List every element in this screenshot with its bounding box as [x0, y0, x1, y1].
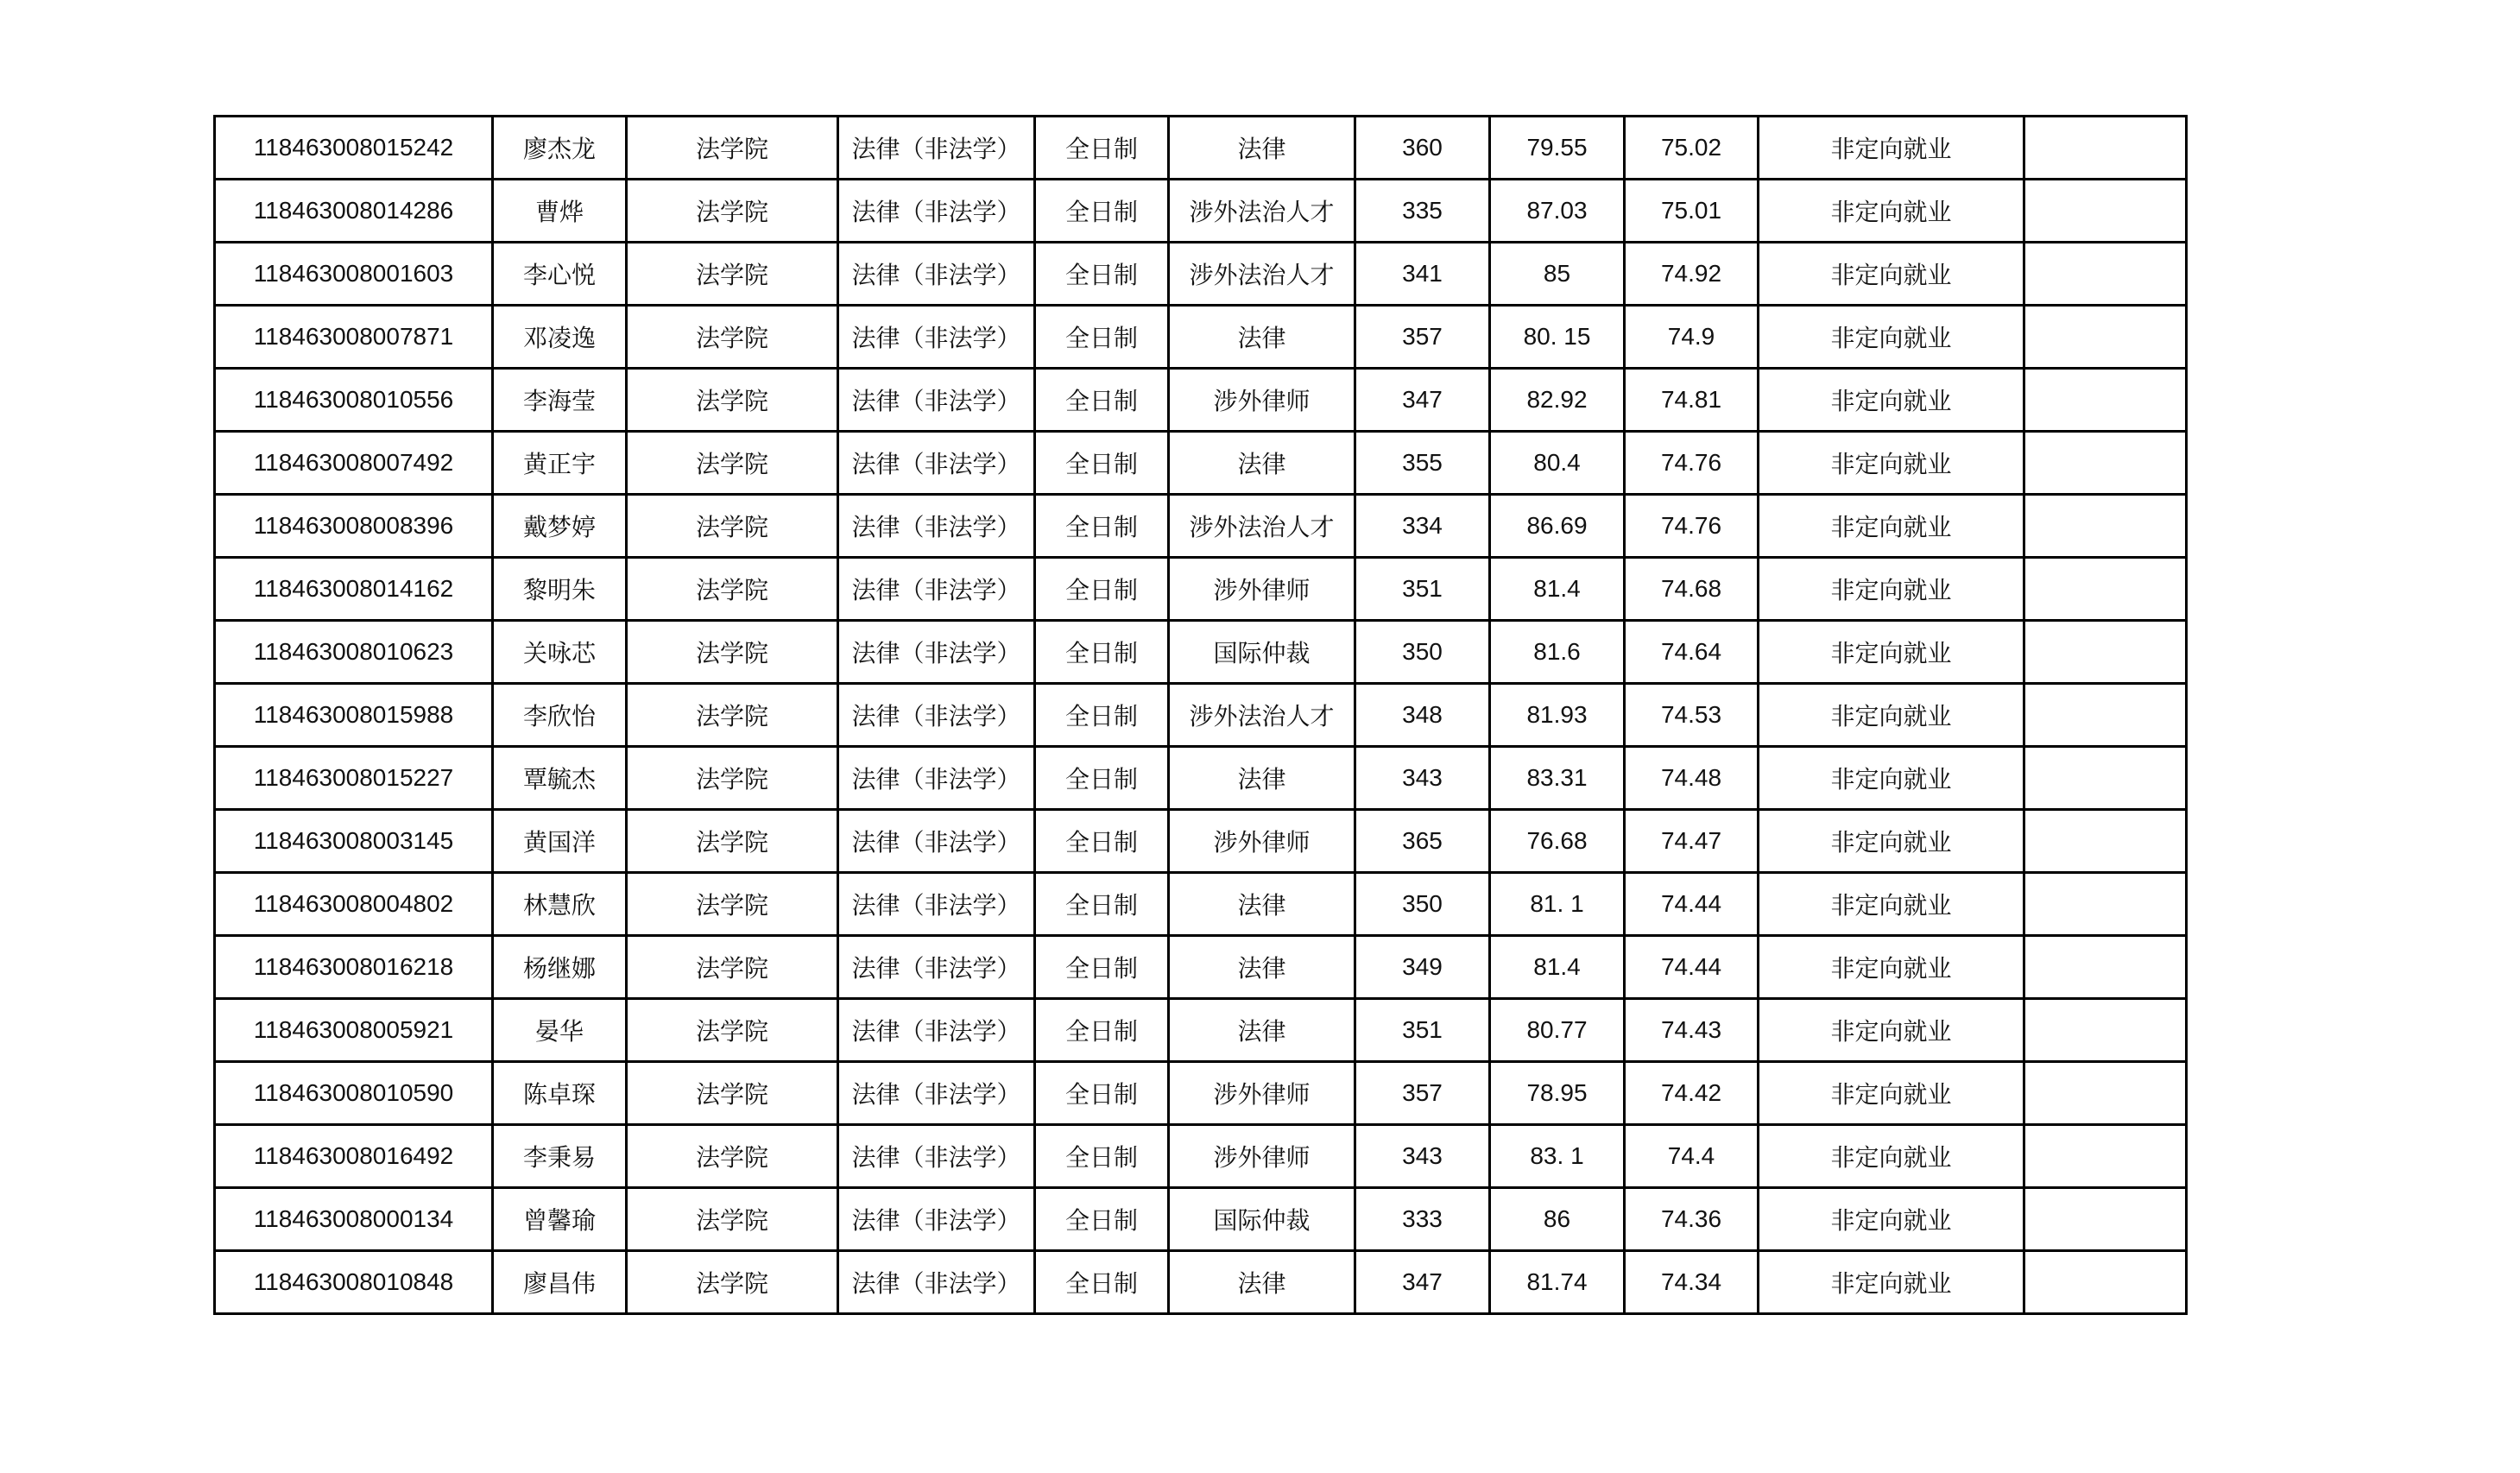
direction-cell: 法律	[1169, 117, 1355, 180]
initial-score-cell: 343	[1355, 1125, 1490, 1188]
retest-score-cell: 87.03	[1490, 180, 1625, 243]
initial-score-cell: 350	[1355, 873, 1490, 936]
plan-type-cell: 非定向就业	[1759, 621, 2024, 684]
initial-score-cell: 334	[1355, 495, 1490, 558]
study-mode-cell: 全日制	[1035, 747, 1169, 810]
study-mode-cell: 全日制	[1035, 243, 1169, 306]
direction-cell: 涉外律师	[1169, 1062, 1355, 1125]
retest-score-cell: 85	[1490, 243, 1625, 306]
direction-cell: 法律	[1169, 747, 1355, 810]
direction-cell: 涉外法治人才	[1169, 243, 1355, 306]
total-score-cell: 74.4	[1625, 1125, 1759, 1188]
name-cell: 陈卓琛	[493, 1062, 627, 1125]
name-cell: 李心悦	[493, 243, 627, 306]
table-row	[215, 747, 2187, 810]
major-cell: 法律（非法学）	[838, 558, 1035, 621]
remark-cell	[2024, 873, 2187, 936]
study-mode-cell: 全日制	[1035, 621, 1169, 684]
retest-score-cell: 81.4	[1490, 558, 1625, 621]
remark-cell	[2024, 684, 2187, 747]
retest-score-cell: 86.69	[1490, 495, 1625, 558]
study-mode-cell: 全日制	[1035, 117, 1169, 180]
name-cell: 李海莹	[493, 369, 627, 432]
exam-id-cell: 118463008010848	[215, 1251, 493, 1314]
remark-cell	[2024, 1188, 2187, 1251]
major-cell: 法律（非法学）	[838, 810, 1035, 873]
study-mode-cell: 全日制	[1035, 1062, 1169, 1125]
retest-score-cell: 81.4	[1490, 936, 1625, 999]
exam-id-cell: 118463008003145	[215, 810, 493, 873]
study-mode-cell: 全日制	[1035, 1251, 1169, 1314]
exam-id-cell: 118463008010556	[215, 369, 493, 432]
retest-score-cell: 83. 1	[1490, 1125, 1625, 1188]
study-mode-cell: 全日制	[1035, 1125, 1169, 1188]
plan-type-cell: 非定向就业	[1759, 117, 2024, 180]
study-mode-cell: 全日制	[1035, 369, 1169, 432]
exam-id-cell: 118463008008396	[215, 495, 493, 558]
study-mode-cell: 全日制	[1035, 306, 1169, 369]
remark-cell	[2024, 621, 2187, 684]
study-mode-cell: 全日制	[1035, 180, 1169, 243]
school-cell: 法学院	[627, 558, 838, 621]
major-cell: 法律（非法学）	[838, 1062, 1035, 1125]
remark-cell	[2024, 117, 2187, 180]
name-cell: 曹烨	[493, 180, 627, 243]
direction-cell: 法律	[1169, 306, 1355, 369]
initial-score-cell: 335	[1355, 180, 1490, 243]
remark-cell	[2024, 810, 2187, 873]
table-row	[215, 432, 2187, 495]
exam-id-cell: 118463008016492	[215, 1125, 493, 1188]
name-cell: 覃毓杰	[493, 747, 627, 810]
initial-score-cell: 350	[1355, 621, 1490, 684]
retest-score-cell: 81.74	[1490, 1251, 1625, 1314]
school-cell: 法学院	[627, 243, 838, 306]
study-mode-cell: 全日制	[1035, 1188, 1169, 1251]
school-cell: 法学院	[627, 999, 838, 1062]
school-cell: 法学院	[627, 873, 838, 936]
retest-score-cell: 81. 1	[1490, 873, 1625, 936]
direction-cell: 涉外律师	[1169, 1125, 1355, 1188]
major-cell: 法律（非法学）	[838, 936, 1035, 999]
name-cell: 黎明朱	[493, 558, 627, 621]
total-score-cell: 75.01	[1625, 180, 1759, 243]
school-cell: 法学院	[627, 1188, 838, 1251]
direction-cell: 涉外律师	[1169, 558, 1355, 621]
remark-cell	[2024, 369, 2187, 432]
school-cell: 法学院	[627, 1251, 838, 1314]
retest-score-cell: 81.6	[1490, 621, 1625, 684]
table-row	[215, 1062, 2187, 1125]
table-row	[215, 873, 2187, 936]
table-row	[215, 369, 2187, 432]
school-cell: 法学院	[627, 306, 838, 369]
total-score-cell: 74.44	[1625, 936, 1759, 999]
name-cell: 晏华	[493, 999, 627, 1062]
plan-type-cell: 非定向就业	[1759, 999, 2024, 1062]
exam-id-cell: 118463008014286	[215, 180, 493, 243]
direction-cell: 国际仲裁	[1169, 621, 1355, 684]
plan-type-cell: 非定向就业	[1759, 243, 2024, 306]
direction-cell: 涉外法治人才	[1169, 180, 1355, 243]
school-cell: 法学院	[627, 810, 838, 873]
retest-score-cell: 76.68	[1490, 810, 1625, 873]
study-mode-cell: 全日制	[1035, 495, 1169, 558]
exam-id-cell: 118463008015988	[215, 684, 493, 747]
total-score-cell: 74.81	[1625, 369, 1759, 432]
exam-id-cell: 118463008015227	[215, 747, 493, 810]
major-cell: 法律（非法学）	[838, 684, 1035, 747]
table-row	[215, 558, 2187, 621]
remark-cell	[2024, 306, 2187, 369]
remark-cell	[2024, 432, 2187, 495]
retest-score-cell: 83.31	[1490, 747, 1625, 810]
plan-type-cell: 非定向就业	[1759, 810, 2024, 873]
name-cell: 李秉易	[493, 1125, 627, 1188]
exam-id-cell: 118463008014162	[215, 558, 493, 621]
major-cell: 法律（非法学）	[838, 1251, 1035, 1314]
initial-score-cell: 365	[1355, 810, 1490, 873]
school-cell: 法学院	[627, 180, 838, 243]
table-row	[215, 936, 2187, 999]
major-cell: 法律（非法学）	[838, 495, 1035, 558]
table-row	[215, 495, 2187, 558]
study-mode-cell: 全日制	[1035, 810, 1169, 873]
table-row	[215, 117, 2187, 180]
direction-cell: 涉外律师	[1169, 810, 1355, 873]
total-score-cell: 74.43	[1625, 999, 1759, 1062]
total-score-cell: 74.34	[1625, 1251, 1759, 1314]
retest-score-cell: 80. 15	[1490, 306, 1625, 369]
school-cell: 法学院	[627, 1125, 838, 1188]
initial-score-cell: 357	[1355, 1062, 1490, 1125]
name-cell: 李欣怡	[493, 684, 627, 747]
plan-type-cell: 非定向就业	[1759, 1188, 2024, 1251]
study-mode-cell: 全日制	[1035, 558, 1169, 621]
exam-id-cell: 118463008000134	[215, 1188, 493, 1251]
study-mode-cell: 全日制	[1035, 432, 1169, 495]
total-score-cell: 74.53	[1625, 684, 1759, 747]
exam-id-cell: 118463008005921	[215, 999, 493, 1062]
initial-score-cell: 351	[1355, 558, 1490, 621]
initial-score-cell: 343	[1355, 747, 1490, 810]
exam-id-cell: 118463008007871	[215, 306, 493, 369]
total-score-cell: 74.36	[1625, 1188, 1759, 1251]
remark-cell	[2024, 1251, 2187, 1314]
school-cell: 法学院	[627, 621, 838, 684]
total-score-cell: 74.42	[1625, 1062, 1759, 1125]
initial-score-cell: 357	[1355, 306, 1490, 369]
plan-type-cell: 非定向就业	[1759, 747, 2024, 810]
name-cell: 关咏芯	[493, 621, 627, 684]
exam-id-cell: 118463008016218	[215, 936, 493, 999]
total-score-cell: 74.76	[1625, 495, 1759, 558]
retest-score-cell: 82.92	[1490, 369, 1625, 432]
school-cell: 法学院	[627, 936, 838, 999]
table-body	[215, 117, 2187, 1314]
major-cell: 法律（非法学）	[838, 999, 1035, 1062]
retest-score-cell: 86	[1490, 1188, 1625, 1251]
initial-score-cell: 349	[1355, 936, 1490, 999]
name-cell: 邓凌逸	[493, 306, 627, 369]
name-cell: 戴梦婷	[493, 495, 627, 558]
major-cell: 法律（非法学）	[838, 621, 1035, 684]
major-cell: 法律（非法学）	[838, 243, 1035, 306]
major-cell: 法律（非法学）	[838, 369, 1035, 432]
remark-cell	[2024, 495, 2187, 558]
exam-id-cell: 118463008007492	[215, 432, 493, 495]
school-cell: 法学院	[627, 369, 838, 432]
remark-cell	[2024, 243, 2187, 306]
major-cell: 法律（非法学）	[838, 873, 1035, 936]
direction-cell: 法律	[1169, 873, 1355, 936]
remark-cell	[2024, 1062, 2187, 1125]
plan-type-cell: 非定向就业	[1759, 1251, 2024, 1314]
exam-id-cell: 118463008010590	[215, 1062, 493, 1125]
table-row	[215, 621, 2187, 684]
total-score-cell: 75.02	[1625, 117, 1759, 180]
direction-cell: 法律	[1169, 936, 1355, 999]
direction-cell: 涉外法治人才	[1169, 684, 1355, 747]
plan-type-cell: 非定向就业	[1759, 1125, 2024, 1188]
major-cell: 法律（非法学）	[838, 180, 1035, 243]
major-cell: 法律（非法学）	[838, 1188, 1035, 1251]
initial-score-cell: 348	[1355, 684, 1490, 747]
major-cell: 法律（非法学）	[838, 117, 1035, 180]
study-mode-cell: 全日制	[1035, 873, 1169, 936]
admission-table	[213, 115, 2188, 1315]
initial-score-cell: 341	[1355, 243, 1490, 306]
remark-cell	[2024, 747, 2187, 810]
school-cell: 法学院	[627, 117, 838, 180]
retest-score-cell: 79.55	[1490, 117, 1625, 180]
total-score-cell: 74.48	[1625, 747, 1759, 810]
direction-cell: 涉外法治人才	[1169, 495, 1355, 558]
retest-score-cell: 78.95	[1490, 1062, 1625, 1125]
major-cell: 法律（非法学）	[838, 747, 1035, 810]
initial-score-cell: 333	[1355, 1188, 1490, 1251]
total-score-cell: 74.44	[1625, 873, 1759, 936]
initial-score-cell: 351	[1355, 999, 1490, 1062]
school-cell: 法学院	[627, 747, 838, 810]
remark-cell	[2024, 1125, 2187, 1188]
table-row	[215, 1251, 2187, 1314]
direction-cell: 法律	[1169, 1251, 1355, 1314]
direction-cell: 法律	[1169, 999, 1355, 1062]
remark-cell	[2024, 936, 2187, 999]
initial-score-cell: 355	[1355, 432, 1490, 495]
name-cell: 廖杰龙	[493, 117, 627, 180]
direction-cell: 涉外律师	[1169, 369, 1355, 432]
initial-score-cell: 360	[1355, 117, 1490, 180]
table-row	[215, 684, 2187, 747]
remark-cell	[2024, 999, 2187, 1062]
study-mode-cell: 全日制	[1035, 684, 1169, 747]
school-cell: 法学院	[627, 432, 838, 495]
name-cell: 林慧欣	[493, 873, 627, 936]
study-mode-cell: 全日制	[1035, 999, 1169, 1062]
total-score-cell: 74.64	[1625, 621, 1759, 684]
school-cell: 法学院	[627, 495, 838, 558]
total-score-cell: 74.9	[1625, 306, 1759, 369]
major-cell: 法律（非法学）	[838, 306, 1035, 369]
direction-cell: 法律	[1169, 432, 1355, 495]
exam-id-cell: 118463008015242	[215, 117, 493, 180]
name-cell: 曾馨瑜	[493, 1188, 627, 1251]
retest-score-cell: 80.77	[1490, 999, 1625, 1062]
total-score-cell: 74.68	[1625, 558, 1759, 621]
retest-score-cell: 81.93	[1490, 684, 1625, 747]
remark-cell	[2024, 180, 2187, 243]
study-mode-cell: 全日制	[1035, 936, 1169, 999]
plan-type-cell: 非定向就业	[1759, 873, 2024, 936]
initial-score-cell: 347	[1355, 1251, 1490, 1314]
plan-type-cell: 非定向就业	[1759, 936, 2024, 999]
plan-type-cell: 非定向就业	[1759, 1062, 2024, 1125]
total-score-cell: 74.76	[1625, 432, 1759, 495]
exam-id-cell: 118463008010623	[215, 621, 493, 684]
major-cell: 法律（非法学）	[838, 432, 1035, 495]
exam-id-cell: 118463008001603	[215, 243, 493, 306]
name-cell: 黄正宇	[493, 432, 627, 495]
table-row	[215, 999, 2187, 1062]
name-cell: 廖昌伟	[493, 1251, 627, 1314]
exam-id-cell: 118463008004802	[215, 873, 493, 936]
school-cell: 法学院	[627, 684, 838, 747]
plan-type-cell: 非定向就业	[1759, 369, 2024, 432]
remark-cell	[2024, 558, 2187, 621]
table-row	[215, 243, 2187, 306]
direction-cell: 国际仲裁	[1169, 1188, 1355, 1251]
plan-type-cell: 非定向就业	[1759, 558, 2024, 621]
table-row	[215, 306, 2187, 369]
plan-type-cell: 非定向就业	[1759, 495, 2024, 558]
major-cell: 法律（非法学）	[838, 1125, 1035, 1188]
retest-score-cell: 80.4	[1490, 432, 1625, 495]
school-cell: 法学院	[627, 1062, 838, 1125]
plan-type-cell: 非定向就业	[1759, 180, 2024, 243]
name-cell: 黄国洋	[493, 810, 627, 873]
total-score-cell: 74.92	[1625, 243, 1759, 306]
plan-type-cell: 非定向就业	[1759, 684, 2024, 747]
plan-type-cell: 非定向就业	[1759, 432, 2024, 495]
initial-score-cell: 347	[1355, 369, 1490, 432]
plan-type-cell: 非定向就业	[1759, 306, 2024, 369]
table-row	[215, 1125, 2187, 1188]
table-row	[215, 1188, 2187, 1251]
table-row	[215, 810, 2187, 873]
table-row	[215, 180, 2187, 243]
name-cell: 杨继娜	[493, 936, 627, 999]
total-score-cell: 74.47	[1625, 810, 1759, 873]
